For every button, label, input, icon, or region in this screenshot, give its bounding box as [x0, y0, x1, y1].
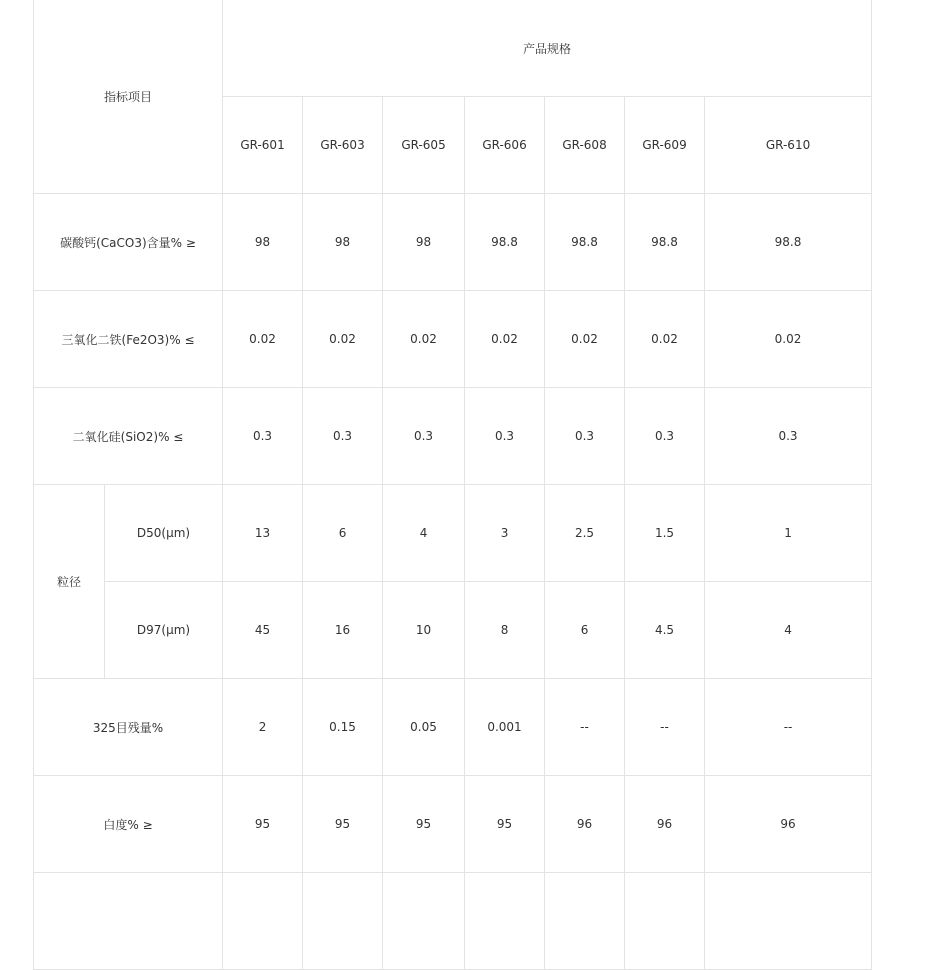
table-cell: 95: [465, 776, 545, 873]
row-label: 白度% ≥: [34, 776, 223, 873]
table-cell: 98.8: [705, 194, 872, 291]
table-cell: --: [545, 679, 625, 776]
table-cell: 0.02: [465, 291, 545, 388]
table-row-d97: [34, 582, 872, 679]
table-cell: 1.5: [625, 485, 705, 582]
row-label: D97(μm): [105, 582, 223, 679]
table-cell: 95: [223, 776, 303, 873]
table-cell: 1: [705, 485, 872, 582]
table-cell: 96: [545, 776, 625, 873]
table-cell: 0.05: [383, 679, 465, 776]
table-cell: 0.02: [705, 291, 872, 388]
table-cell: 0.001: [465, 679, 545, 776]
table-cell: 4.5: [625, 582, 705, 679]
row-label: 碳酸钙(CaCO3)含量% ≥: [34, 194, 223, 291]
model-header: GR-609: [625, 97, 705, 194]
table-cell: [383, 873, 465, 970]
table-cell: 0.02: [303, 291, 383, 388]
table-cell: [223, 873, 303, 970]
table-cell: 0.3: [223, 388, 303, 485]
table-cell: [465, 873, 545, 970]
table-cell: 6: [303, 485, 383, 582]
table-cell: 95: [383, 776, 465, 873]
table-cell: 95: [303, 776, 383, 873]
spec-header: 产品规格: [223, 0, 872, 97]
table-cell: 98: [383, 194, 465, 291]
table-cell: 2.5: [545, 485, 625, 582]
table-cell: 98: [223, 194, 303, 291]
table-cell: [705, 873, 872, 970]
model-header: GR-601: [223, 97, 303, 194]
table-cell: 98: [303, 194, 383, 291]
table-row-cutoff: [34, 873, 872, 970]
table-cell: 0.02: [383, 291, 465, 388]
row-label: 325目残量%: [34, 679, 223, 776]
header-row: [34, 0, 872, 97]
model-header: GR-605: [383, 97, 465, 194]
table-cell: 98.8: [545, 194, 625, 291]
table-cell: 98.8: [465, 194, 545, 291]
table-cell: 13: [223, 485, 303, 582]
table-cell: [303, 873, 383, 970]
table-cell: 3: [465, 485, 545, 582]
spec-table: [33, 0, 872, 970]
table-cell: 6: [545, 582, 625, 679]
table-cell: --: [705, 679, 872, 776]
table-row-caco3: [34, 194, 872, 291]
table-cell: 0.3: [383, 388, 465, 485]
table-cell: 0.3: [303, 388, 383, 485]
model-header: GR-606: [465, 97, 545, 194]
model-header: GR-603: [303, 97, 383, 194]
row-label: D50(μm): [105, 485, 223, 582]
table-cell: --: [625, 679, 705, 776]
table-cell: 96: [625, 776, 705, 873]
row-label: 三氧化二铁(Fe2O3)% ≤: [34, 291, 223, 388]
table-row-fe2o3: [34, 291, 872, 388]
table-cell: 0.3: [545, 388, 625, 485]
table-cell: 0.02: [625, 291, 705, 388]
table-cell: 8: [465, 582, 545, 679]
table-cell: [625, 873, 705, 970]
table-cell: 45: [223, 582, 303, 679]
table-cell: 98.8: [625, 194, 705, 291]
table-cell: 96: [705, 776, 872, 873]
table-row-d50: [34, 485, 872, 582]
table-cell: 0.3: [625, 388, 705, 485]
table-cell: [545, 873, 625, 970]
row-label: 二氧化硅(SiO2)% ≤: [34, 388, 223, 485]
particle-size-label: 粒径: [34, 485, 105, 679]
table-cell: 2: [223, 679, 303, 776]
table-row-sio2: [34, 388, 872, 485]
table-row-whiteness: [34, 776, 872, 873]
table-cell: [34, 873, 223, 970]
table-cell: 4: [383, 485, 465, 582]
table-row-residue: [34, 679, 872, 776]
table-cell: 10: [383, 582, 465, 679]
table-cell: 0.15: [303, 679, 383, 776]
indicator-header: 指标项目: [34, 0, 223, 194]
table-cell: 0.3: [465, 388, 545, 485]
model-header: GR-608: [545, 97, 625, 194]
table-cell: 0.02: [545, 291, 625, 388]
table-cell: 0.02: [223, 291, 303, 388]
model-header: GR-610: [705, 97, 872, 194]
table-cell: 16: [303, 582, 383, 679]
table-cell: 0.3: [705, 388, 872, 485]
table-cell: 4: [705, 582, 872, 679]
